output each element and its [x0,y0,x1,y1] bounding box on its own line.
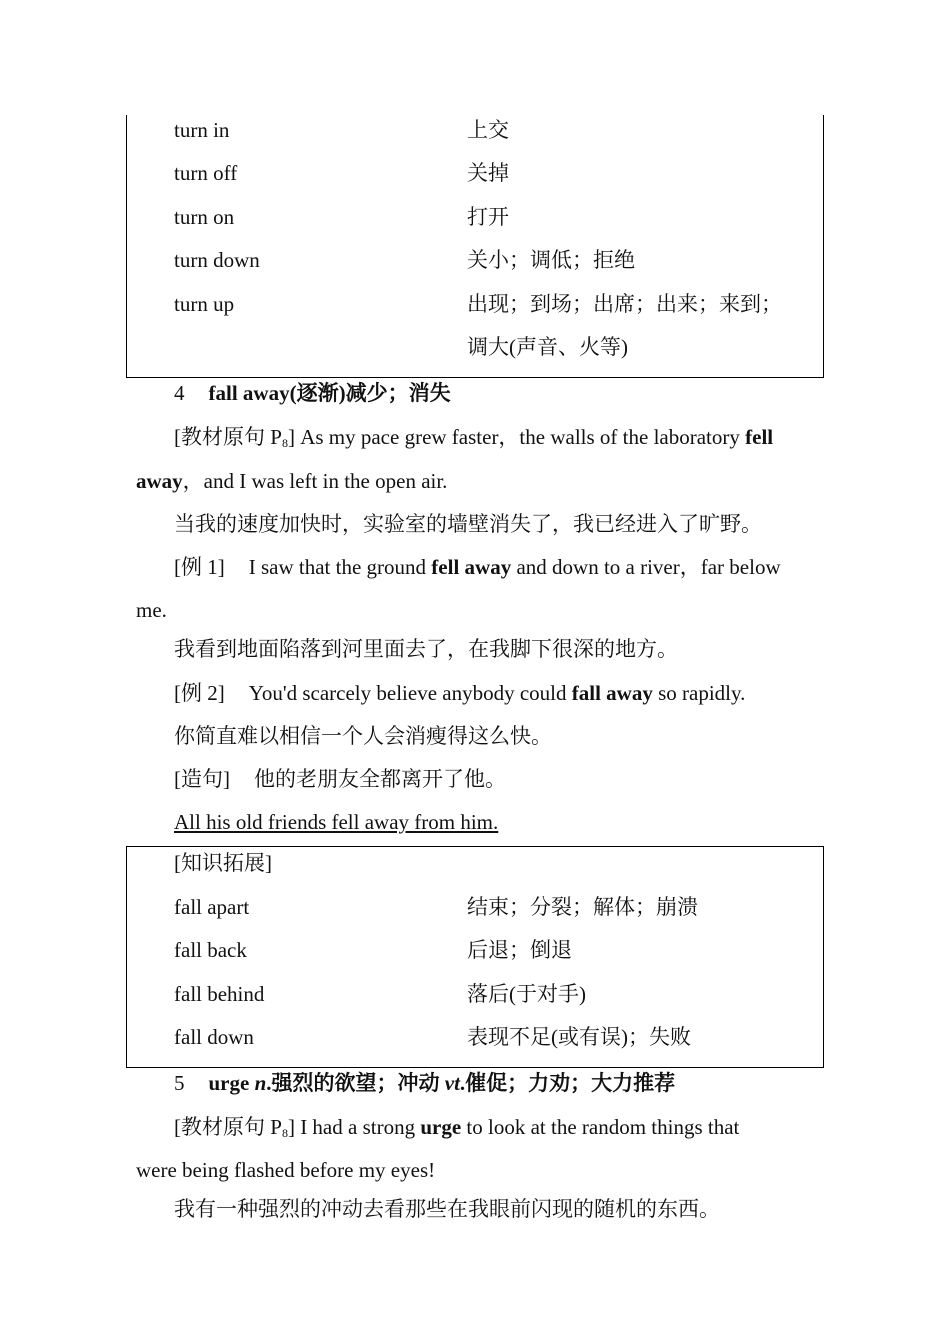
textbook-translation: 当我的速度加快时，实验室的墙壁消失了，我已经进入了旷野。 [174,512,762,536]
phrase-en: turn on [174,205,235,229]
example-1: [例 1] I saw that the ground fell away and down to a river，far below [174,555,781,579]
textbook-translation: 我有一种强烈的冲动去看那些在我眼前闪现的随机的东西。 [174,1197,720,1221]
sentence-building: [造句] 他的老朋友全都离开了他。 [174,767,506,791]
phrase-zh: 关小；调低；拒绝 [467,248,635,272]
section-5-heading: 5 urge n.强烈的欲望；冲动 vt.催促；力劝；大力推荐 [174,1071,676,1095]
phrase-en: fall down [174,1025,254,1049]
knowledge-expansion-title: [知识拓展] [174,851,272,875]
phrase-en: turn in [174,118,230,142]
section-number: 4 [174,381,185,405]
textbook-sentence-cont: away，and I was left in the open air. [136,469,448,493]
phrase-en: fall apart [174,895,250,919]
phrase-en: turn up [174,292,235,316]
phrase-zh: 表现不足(或有误)；失败 [467,1025,691,1049]
phrase-zh: 结束；分裂；解体；崩溃 [467,895,698,919]
phrase-en: turn down [174,248,260,272]
headword: urge [208,1071,250,1095]
phrase-row [174,284,814,324]
textbook-sentence: [教材原句 $P_8$] I had a strong urge to look at the random things that [174,1115,740,1140]
phrase-zh: 调大(声音、火等) [467,335,628,359]
phrase-zh: 上交 [467,118,509,142]
sentence-building-answer: All his old friends fell away from him. [174,810,499,834]
phrase-zh: 关掉 [467,161,509,185]
example-tag: [例 2] [174,681,225,705]
phrase-row [174,240,814,280]
phrase-row [174,153,814,193]
example-1-translation: 我看到地面陷落到河里面去了，在我脚下很深的地方。 [174,637,678,661]
phrase-row [174,110,814,150]
sentence-building-tag: [造句] [174,767,230,791]
phrase-row [174,1017,814,1057]
source-tag: [教材原句 $P_8$] [174,1115,295,1140]
phrase-en: fall behind [174,982,265,1006]
example-2-translation: 你简直难以相信一个人会消瘦得这么快。 [174,724,552,748]
phrase-row [174,930,814,970]
phrase-zh: 落后(于对手) [467,982,586,1006]
section-4-heading [174,373,864,413]
phrase-en: fall back [174,938,247,962]
textbook-sentence-cont: were being flashed before my eyes! [136,1158,436,1182]
example-2: [例 2] You'd scarcely believe anybody could fall away so rapidly. [174,681,746,705]
headword: fall away [208,381,290,405]
source-tag: [教材原句 $P_8$] [174,425,295,450]
phrase-row [174,197,814,237]
example-1-cont: me. [136,598,167,622]
headword-meaning: (逐渐)减少；消失 [289,381,451,405]
phrase-row [174,327,814,367]
phrase-zh: 打开 [467,205,509,229]
textbook-sentence: [教材原句 $P_8$] As my pace grew faster，the walls of the laboratory fell [174,425,774,450]
phrase-row [174,974,814,1014]
phrase-row [174,887,814,927]
phrase-en: turn off [174,161,238,185]
phrase-zh: 后退；倒退 [467,938,572,962]
example-tag: [例 1] [174,555,225,579]
section-number: 5 [174,1071,185,1095]
phrase-zh: 出现；到场；出席；出来；来到； [467,292,782,316]
